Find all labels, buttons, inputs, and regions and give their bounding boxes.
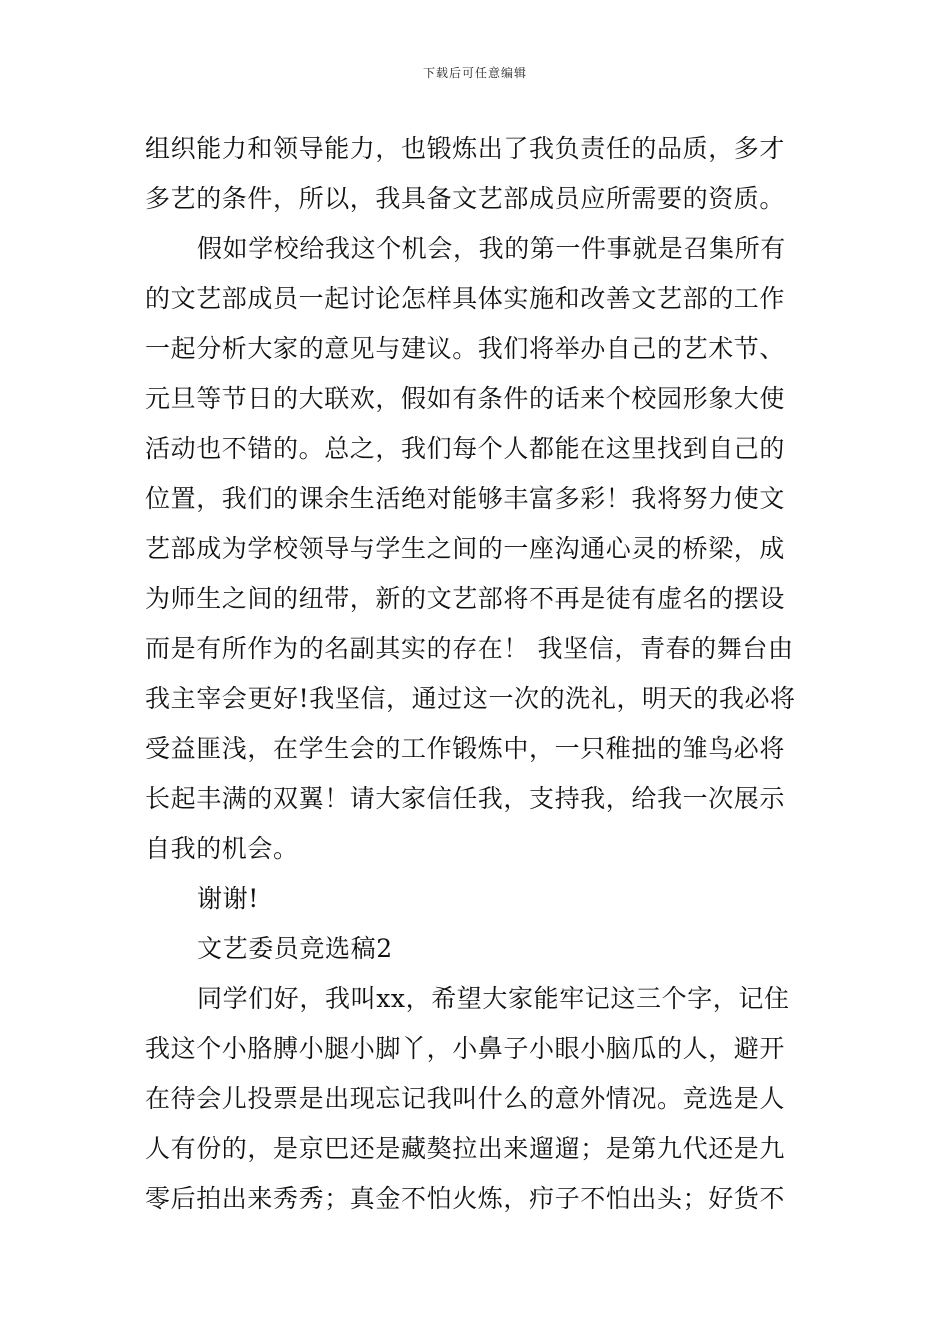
- text-line: 人有份的，是京巴还是藏獒拉出来遛遛；是第九代还是九: [145, 1134, 786, 1163]
- text-line: 谢谢!: [197, 884, 259, 913]
- text-line: 在待会儿投票是出现忘记我叫什么的意外情况。竞选是人: [145, 1084, 786, 1113]
- text-line: 艺部成为学校领导与学生之间的一座沟通心灵的桥梁，成: [145, 534, 786, 563]
- body-text: [145, 124, 810, 1224]
- text-line: 元旦等节日的大联欢，假如有条件的话来个校园形象大使: [145, 384, 786, 413]
- text-line: 受益匪浅，在学生会的工作锻炼中，一只稚拙的雏鸟必将: [145, 734, 786, 763]
- text-line: 多艺的条件，所以，我具备文艺部成员应所需要的资质。: [145, 184, 786, 213]
- text-line: 假如学校给我这个机会，我的第一件事就是召集所有: [197, 234, 786, 263]
- text-line: 自我的机会。: [145, 834, 299, 863]
- text-line: 我这个小胳膊小腿小脚丫，小鼻子小眼小脑瓜的人，避开: [145, 1034, 786, 1063]
- page-header: 下载后可任意编辑: [422, 66, 527, 80]
- text-line: 同学们好，我叫xx，希望大家能牢记这三个字，记住: [197, 984, 790, 1013]
- text-line: 为师生之间的纽带，新的文艺部将不再是徒有虚名的摆设: [145, 584, 786, 613]
- text-line: 位置，我们的课余生活绝对能够丰富多彩！我将努力使文: [145, 484, 786, 513]
- text-line: 零后拍出来秀秀；真金不怕火炼，疖子不怕出头；好货不: [145, 1184, 786, 1213]
- text-line: 而是有所作为的名副其实的存在！ 我坚信，青春的舞台由: [145, 634, 794, 663]
- text-line: 我主宰会更好!我坚信，通过这一次的洗礼，明天的我必将: [145, 684, 796, 713]
- text-line: 长起丰满的双翼！请大家信任我，支持我，给我一次展示: [145, 784, 786, 813]
- text-line: 文艺委员竞选稿2: [197, 934, 393, 963]
- text-line: 活动也不错的。总之，我们每个人都能在这里找到自己的: [145, 434, 786, 463]
- text-line: 的文艺部成员一起讨论怎样具体实施和改善文艺部的工作: [145, 284, 786, 313]
- text-line: 组织能力和领导能力，也锻炼出了我负责任的品质，多才: [145, 134, 786, 163]
- text-line: 一起分析大家的意见与建议。我们将举办自己的艺术节、: [145, 334, 786, 363]
